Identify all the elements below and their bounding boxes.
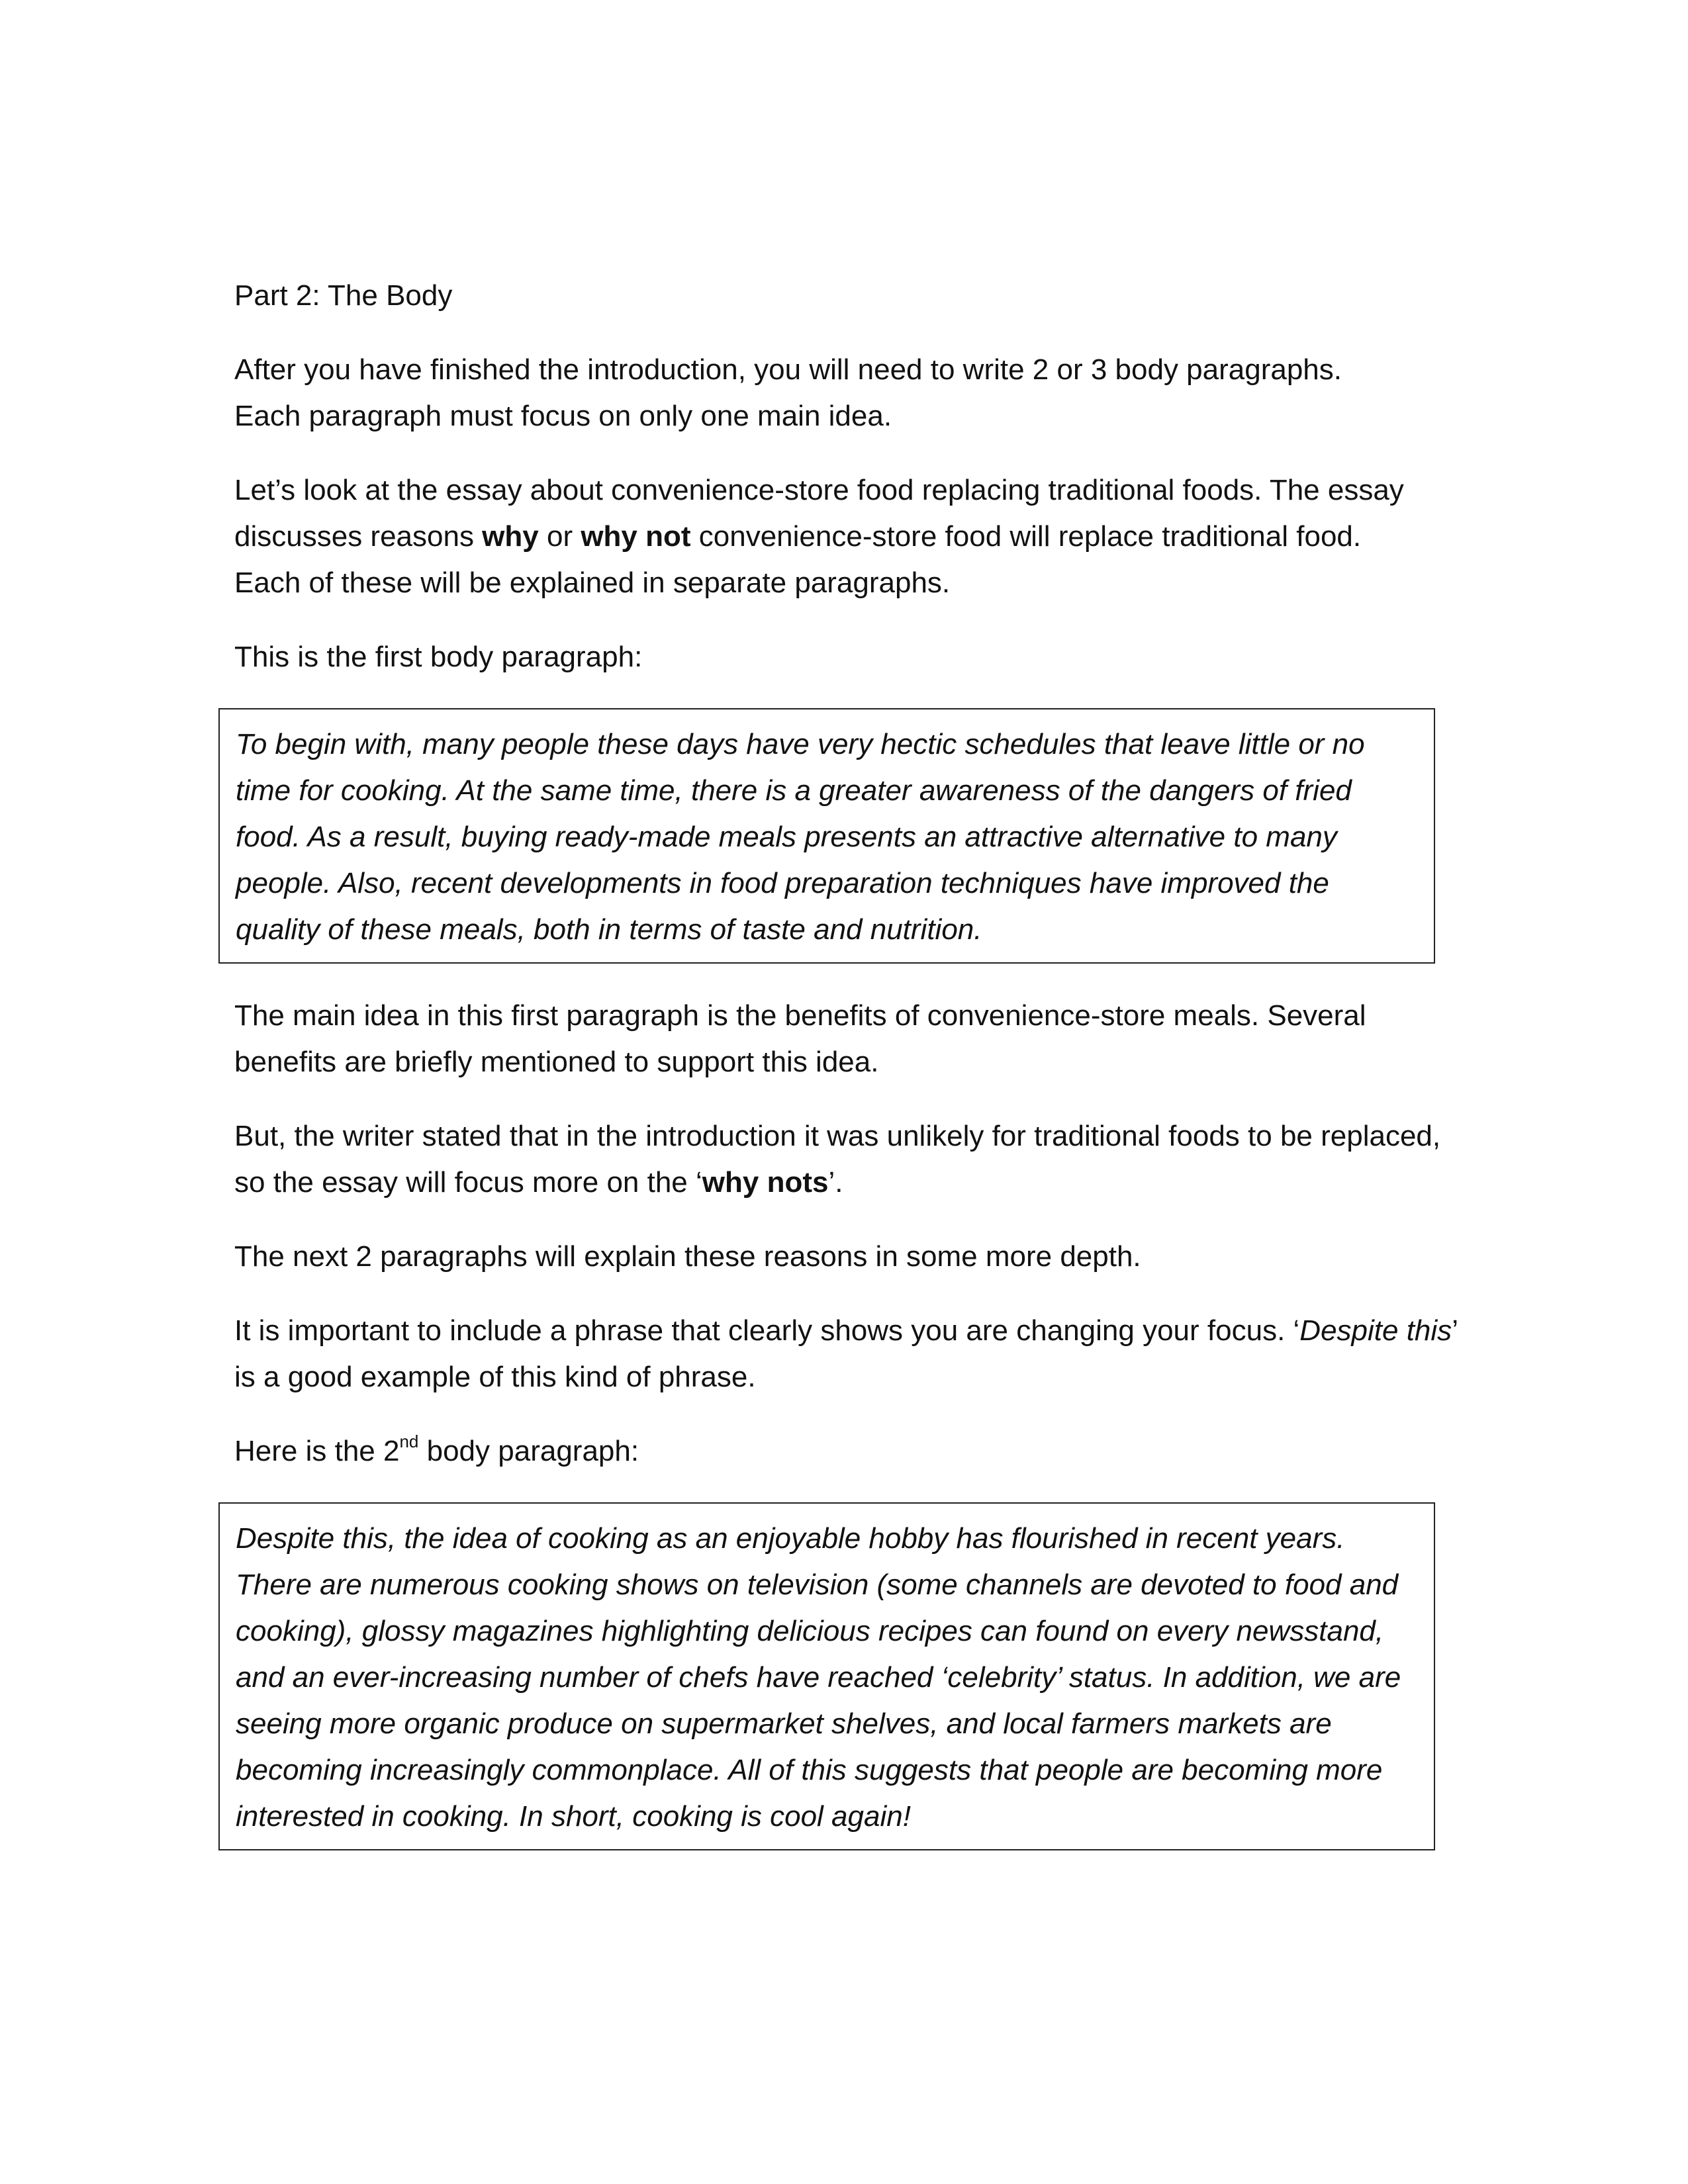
essay-intro-paragraph [234,467,1466,606]
essay-intro-or: or [538,520,581,553]
essay-intro-line-3: Each of these will be explained in separate paragraphs. [234,567,951,599]
but-writer-text-2: ’. [828,1166,843,1199]
section-heading: Part 2: The Body [234,279,453,312]
essay-intro-text-1: Let’s look at the essay about convenience-store food replacing traditional foods. The essay discusses reasons [234,474,1404,553]
but-writer-text-1: But, the writer stated that in the introduction it was unlikely for traditional foods to be replaced, so the essay will focus more on the ‘ [234,1120,1441,1199]
second-label-text-1: Here is the 2 [234,1435,400,1467]
next-two-paragraph: The next 2 paragraphs will explain these reasons in some more depth. [234,1240,1141,1273]
second-label-superscript: nd [399,1432,419,1451]
intro-line-1: After you have finished the introduction, you will need to write 2 or 3 body paragraphs. [234,353,1342,386]
important-text-2: ’ is a good example of this kind of phrase. [234,1314,1458,1393]
but-writer-paragraph [234,1113,1466,1206]
first-paragraph-label: This is the first body paragraph: [234,641,643,673]
first-body-paragraph-box [218,708,1435,964]
document-page [234,273,1466,1880]
second-paragraph-label [234,1428,1466,1475]
why-not-bold: why not [581,520,691,553]
first-body-paragraph-text: To begin with, many people these days have very hectic schedules that leave little or no time for cooking. At the same time, there is a greater awareness of the dangers of fried food. As a result, buying ready-made meals presents an attractive alternative to many people. Also, recent developments in food preparation techniques have improved the quality of these meals, both in terms of taste and nutrition. [236,728,1365,946]
second-label-text-2: body paragraph: [418,1435,639,1467]
important-text-1: It is important to include a phrase that clearly shows you are changing your focus. ‘ [234,1314,1300,1347]
why-nots-bold: why nots [702,1166,829,1199]
second-body-paragraph-text: Despite this, the idea of cooking as an enjoyable hobby has flourished in recent years. There are numerous cooking shows on television (some channels are devoted to food and cooking), glossy magazines highlighting delicious recipes can found on every newsstand, and an ever-increasing number of chefs have reached ‘celebrity’ status. In addition, we are seeing more organic produce on supermarket shelves, and local farmers markets are becoming increasingly commonplace. All of this suggests that people are becoming more interested in cooking. In short, cooking is cool again! [236,1522,1401,1833]
main-idea-paragraph: The main idea in this first paragraph is the benefits of convenience-store meals. Several benefits are briefly mentioned to support this idea. [234,999,1366,1078]
intro-line-2: Each paragraph must focus on only one main idea. [234,400,892,432]
essay-intro-text-2: convenience-store food will replace traditional food. [690,520,1362,553]
important-paragraph [234,1308,1466,1400]
despite-this-italic: Despite this [1299,1314,1452,1347]
second-body-paragraph-box [218,1502,1435,1850]
intro-paragraph [234,347,1466,439]
why-bold: why [482,520,539,553]
